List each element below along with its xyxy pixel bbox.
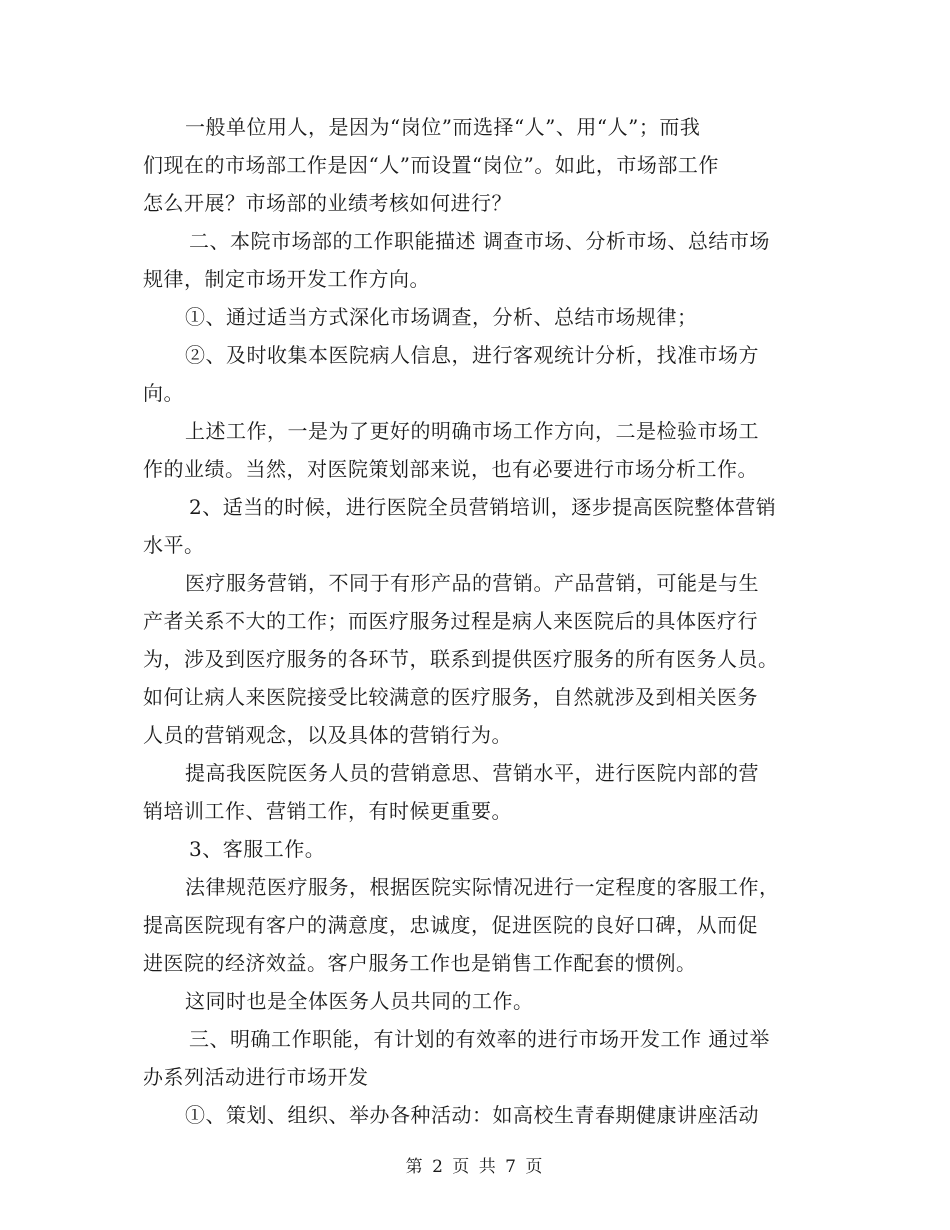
text-line: 水平。 <box>143 533 205 557</box>
paragraph <box>143 412 813 488</box>
text-line: 医疗服务营销，不同于有形产品的营销。产品营销，可能是与生 <box>185 571 759 595</box>
paragraph <box>143 298 813 336</box>
paragraph <box>143 108 813 222</box>
text-line: 提高我医院医务人员的营销意思、营销水平，进行医院内部的营 <box>185 761 759 785</box>
text-line: 三、明确工作职能，有计划的有效率的进行市场开发工作 通过举 <box>189 1027 770 1051</box>
text-line: 提高医院现有客户的满意度，忠诚度，促进医院的良好口碑，从而促 <box>143 913 758 937</box>
text-line: ①、通过适当方式深化市场调查，分析、总结市场规律； <box>185 305 698 329</box>
text-line: 二、本院市场部的工作职能描述 调查市场、分析市场、总结市场 <box>189 229 770 253</box>
text-line: 怎么开展？市场部的业绩考核如何进行？ <box>143 191 512 215</box>
page-number-footer: 第 2 页 共 7 页 <box>405 1157 545 1177</box>
text-line: ②、及时收集本医院病人信息，进行客观统计分析，找准市场方 <box>185 343 759 367</box>
text-line: 规律，制定市场开发工作方向。 <box>143 267 430 291</box>
text-line: 2、适当的时候，进行医院全员营销培训，逐步提高医院整体营销 <box>189 495 777 519</box>
text-line: ①、策划、组织、举办各种活动：如高校生青春期健康讲座活动 <box>185 1103 759 1127</box>
text-line: 们现在的市场部工作是因“人”而设置“岗位”。如此，市场部工作 <box>143 153 719 177</box>
text-line: 作的业绩。当然，对医院策划部来说，也有必要进行市场分析工作。 <box>143 457 758 481</box>
document-body <box>143 108 813 1134</box>
text-line: 产者关系不大的工作；而医疗服务过程是病人来医院后的具体医疗行 <box>143 609 758 633</box>
text-line: 上述工作，一是为了更好的明确市场工作方向，二是检验市场工 <box>185 419 759 443</box>
text-line: 人员的营销观念，以及具体的营销行为。 <box>143 723 512 747</box>
paragraph <box>143 222 813 298</box>
text-line: 这同时也是全体医务人员共同的工作。 <box>185 989 534 1013</box>
text-line: 办系列活动进行市场开发 <box>143 1065 369 1089</box>
paragraph <box>143 982 813 1020</box>
paragraph <box>143 830 813 868</box>
text-line: 法律规范医疗服务，根据医院实际情况进行一定程度的客服工作， <box>185 875 780 899</box>
text-line: 3、客服工作。 <box>189 837 326 861</box>
paragraph <box>143 564 813 754</box>
paragraph <box>143 754 813 830</box>
text-line: 如何让病人来医院接受比较满意的医疗服务，自然就涉及到相关医务 <box>143 685 758 709</box>
text-line: 向。 <box>143 381 184 405</box>
text-line: 销培训工作、营销工作，有时候更重要。 <box>143 799 512 823</box>
text-line: 进医院的经济效益。客户服务工作也是销售工作配套的惯例。 <box>143 951 697 975</box>
paragraph <box>143 488 813 564</box>
paragraph <box>143 336 813 412</box>
text-line: 一般单位用人，是因为“岗位”而选择“人”、用“人”；而我 <box>185 115 701 139</box>
paragraph <box>143 1020 813 1096</box>
text-line: 为，涉及到医疗服务的各环节，联系到提供医疗服务的所有医务人员。 <box>143 647 779 671</box>
paragraph <box>143 868 813 982</box>
paragraph <box>143 1096 813 1134</box>
